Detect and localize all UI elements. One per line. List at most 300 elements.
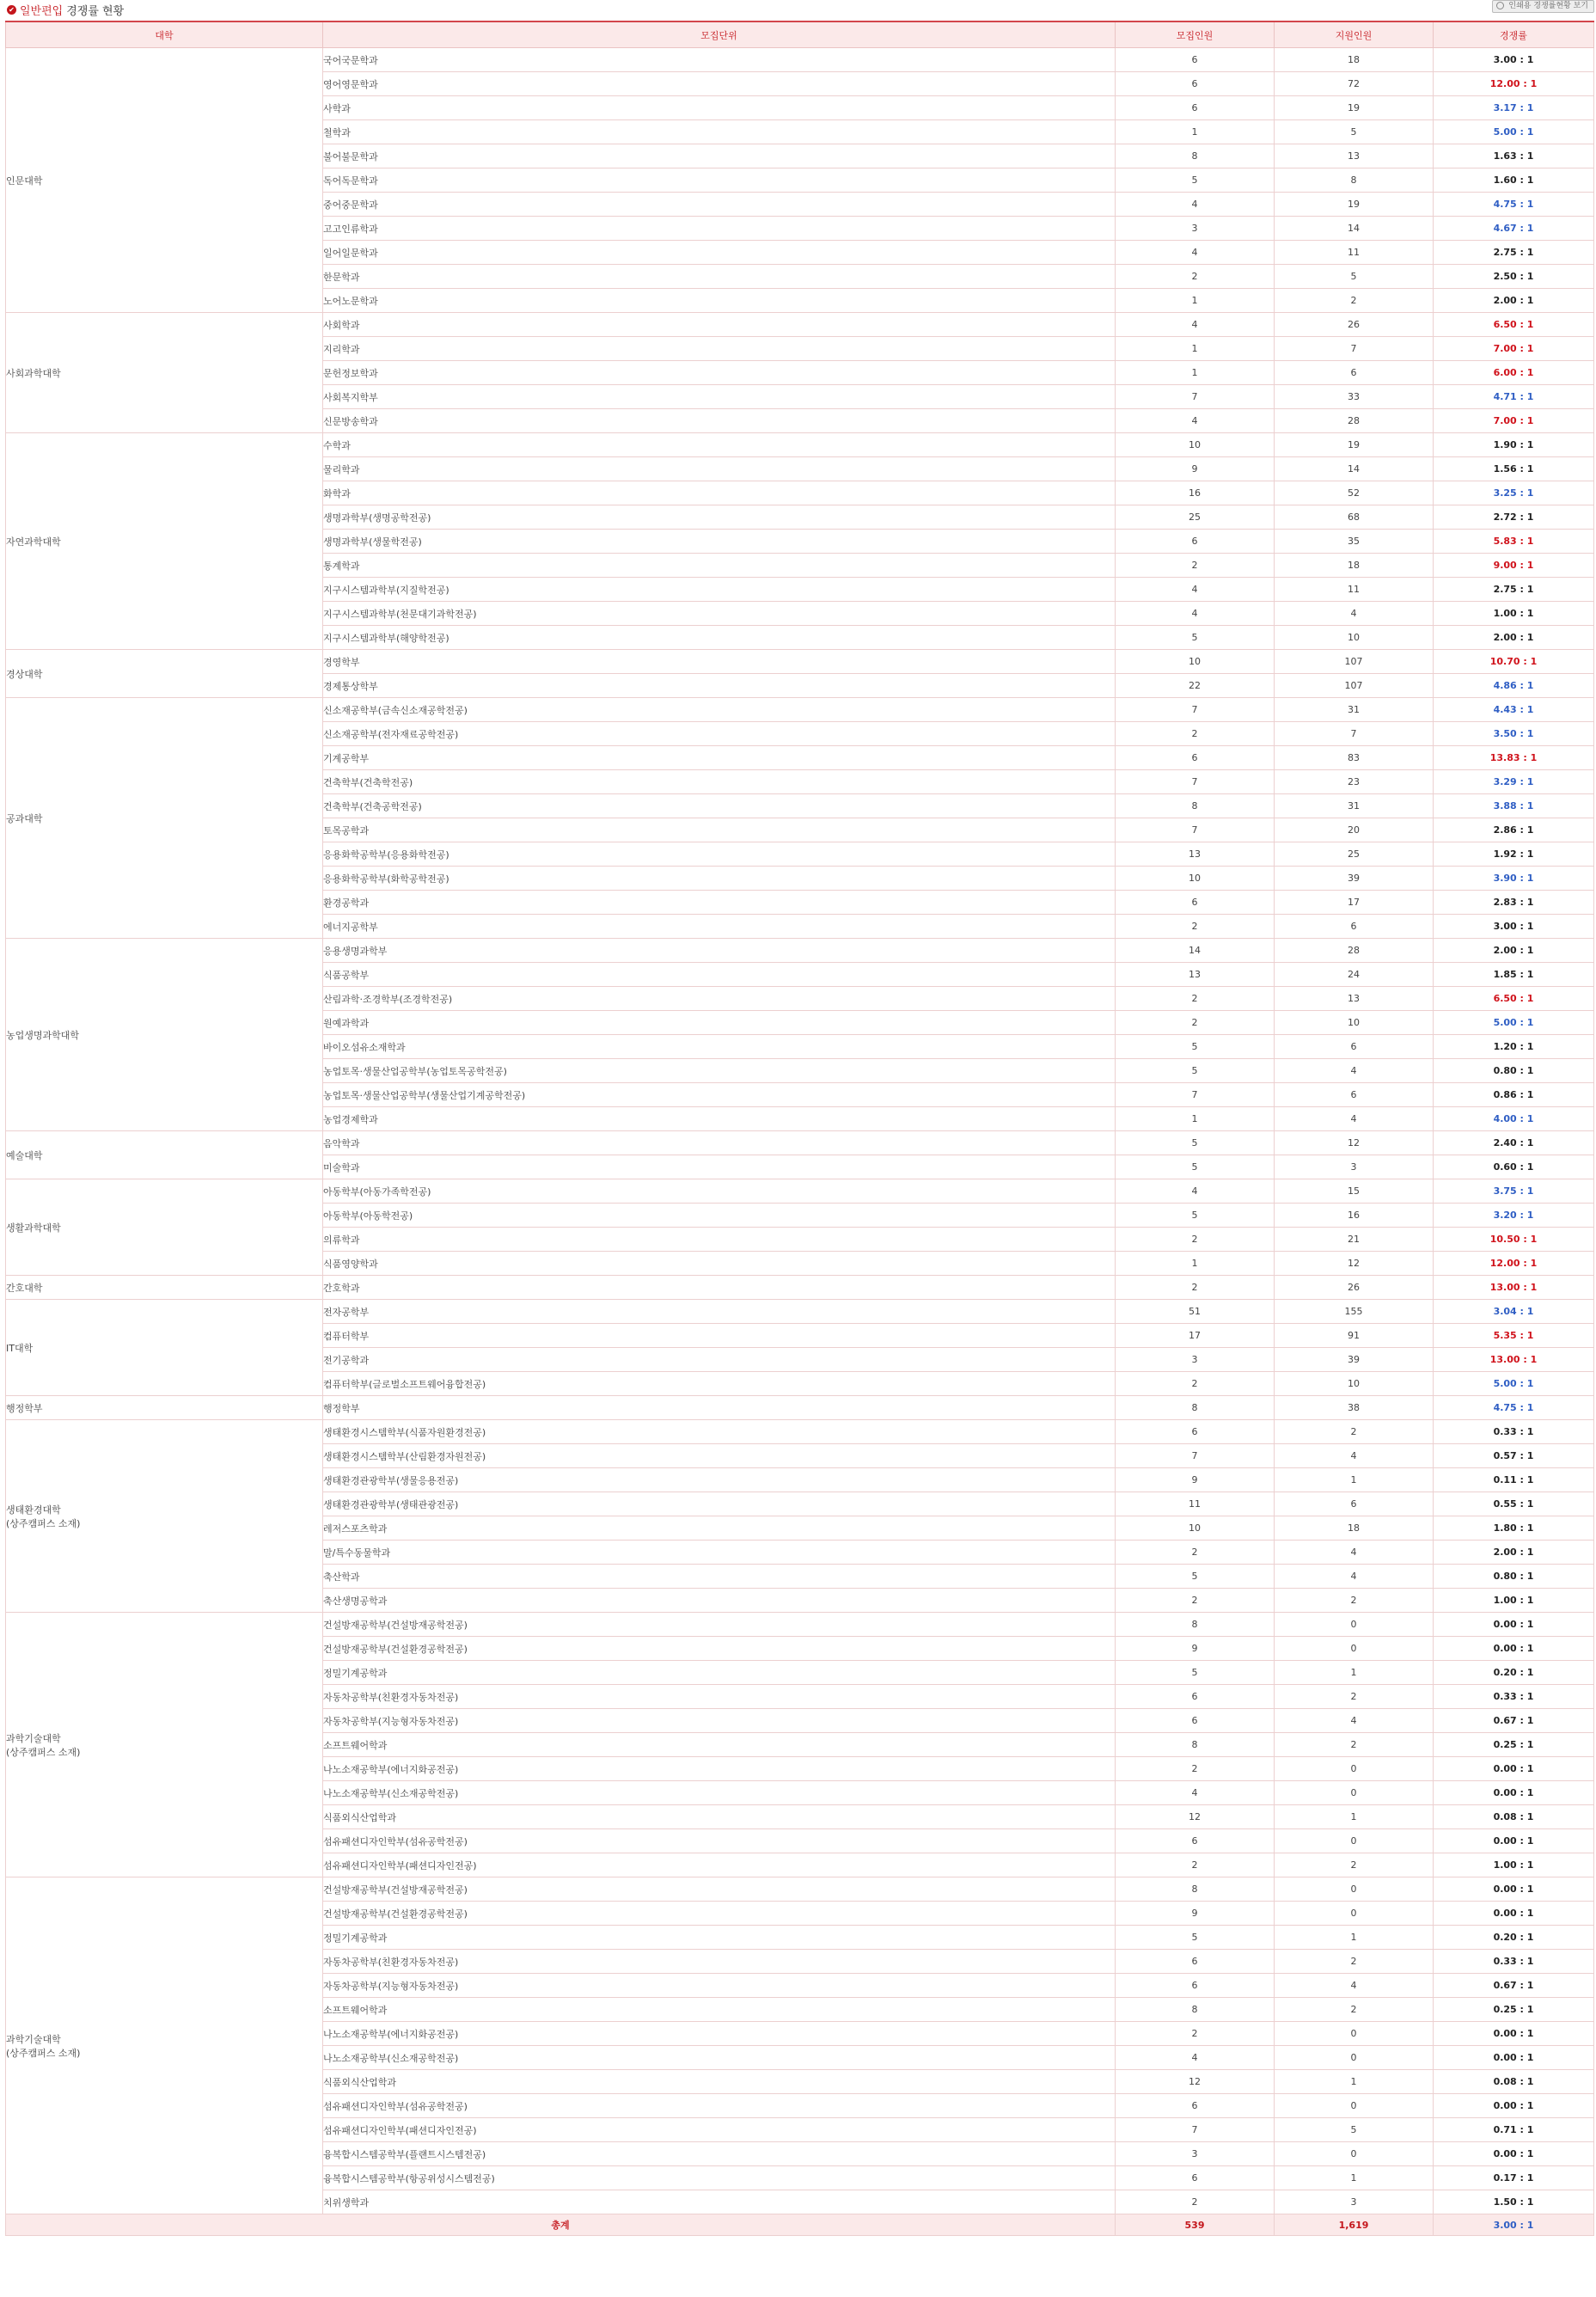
applicants-cell: 31 [1275, 794, 1434, 818]
quota-cell: 7 [1116, 1083, 1275, 1107]
rate-cell: 13.00 : 1 [1434, 1348, 1594, 1372]
table-header-row [6, 21, 1594, 48]
department-cell: 치위생학과 [323, 2190, 1116, 2214]
header-department: 모집단위 [323, 21, 1116, 48]
rate-cell: 4.71 : 1 [1434, 385, 1594, 409]
rate-cell: 12.00 : 1 [1434, 1252, 1594, 1276]
department-cell: 건설방재공학부(건설환경공학전공) [323, 1902, 1116, 1926]
applicants-cell: 19 [1275, 96, 1434, 120]
college-cell: 인문대학 [6, 48, 323, 313]
quota-cell: 6 [1116, 1709, 1275, 1733]
rate-cell: 0.00 : 1 [1434, 1637, 1594, 1661]
rate-cell: 2.83 : 1 [1434, 891, 1594, 915]
applicants-cell: 4 [1275, 1059, 1434, 1083]
rate-cell: 3.25 : 1 [1434, 481, 1594, 505]
rate-cell: 1.92 : 1 [1434, 842, 1594, 867]
rate-cell: 3.00 : 1 [1434, 48, 1594, 72]
title-bar [0, 0, 1596, 19]
applicants-cell: 8 [1275, 168, 1434, 193]
applicants-cell: 4 [1275, 1565, 1434, 1589]
quota-cell: 2 [1116, 1011, 1275, 1035]
applicants-cell: 2 [1275, 1950, 1434, 1974]
quota-cell: 2 [1116, 1541, 1275, 1565]
applicants-cell: 18 [1275, 48, 1434, 72]
table-row [6, 1300, 1594, 1324]
applicants-cell: 24 [1275, 963, 1434, 987]
rate-cell: 2.50 : 1 [1434, 265, 1594, 289]
applicants-cell: 4 [1275, 1974, 1434, 1998]
applicants-cell: 10 [1275, 1372, 1434, 1396]
applicants-cell: 2 [1275, 1733, 1434, 1757]
department-cell: 음악학과 [323, 1131, 1116, 1155]
applicants-cell: 0 [1275, 1877, 1434, 1902]
rate-cell: 0.20 : 1 [1434, 1926, 1594, 1950]
college-cell: 공과대학 [6, 698, 323, 939]
applicants-cell: 10 [1275, 1011, 1434, 1035]
quota-cell: 2 [1116, 2022, 1275, 2046]
department-cell: 축산생명공학과 [323, 1589, 1116, 1613]
table-row [6, 1877, 1594, 1902]
department-cell: 자동차공학부(지능형자동차전공) [323, 1974, 1116, 1998]
rate-cell: 6.50 : 1 [1434, 987, 1594, 1011]
rate-cell: 0.08 : 1 [1434, 1805, 1594, 1829]
quota-cell: 1 [1116, 361, 1275, 385]
applicants-cell: 52 [1275, 481, 1434, 505]
department-cell: 응용화학공학부(응용화학전공) [323, 842, 1116, 867]
rate-cell: 0.60 : 1 [1434, 1155, 1594, 1179]
quota-cell: 12 [1116, 1805, 1275, 1829]
applicants-cell: 0 [1275, 1902, 1434, 1926]
department-cell: 생태환경관광학부(생태관광전공) [323, 1492, 1116, 1516]
rate-cell: 2.00 : 1 [1434, 289, 1594, 313]
quota-cell: 16 [1116, 481, 1275, 505]
rate-cell: 3.88 : 1 [1434, 794, 1594, 818]
rate-cell: 2.40 : 1 [1434, 1131, 1594, 1155]
department-cell: 나노소재공학부(에너지화공전공) [323, 1757, 1116, 1781]
department-cell: 컴퓨터학부(글로벌소프트웨어융합전공) [323, 1372, 1116, 1396]
rate-cell: 7.00 : 1 [1434, 337, 1594, 361]
quota-cell: 4 [1116, 1781, 1275, 1805]
rate-cell: 0.08 : 1 [1434, 2070, 1594, 2094]
department-cell: 일어일문학과 [323, 241, 1116, 265]
print-view-label: 인쇄용 경쟁률현황 보기 [1508, 2, 1588, 10]
department-cell: 미술학과 [323, 1155, 1116, 1179]
applicants-cell: 6 [1275, 915, 1434, 939]
applicants-cell: 2 [1275, 1589, 1434, 1613]
department-cell: 말/특수동물학과 [323, 1541, 1116, 1565]
department-cell: 영어영문학과 [323, 72, 1116, 96]
rate-cell: 10.70 : 1 [1434, 650, 1594, 674]
department-cell: 노어노문학과 [323, 289, 1116, 313]
quota-cell: 10 [1116, 1516, 1275, 1541]
rate-cell: 0.00 : 1 [1434, 2094, 1594, 2118]
quota-cell: 2 [1116, 1276, 1275, 1300]
rate-cell: 3.90 : 1 [1434, 867, 1594, 891]
rate-cell: 0.86 : 1 [1434, 1083, 1594, 1107]
rate-cell: 2.00 : 1 [1434, 626, 1594, 650]
total-quota-cell: 539 [1116, 2214, 1275, 2236]
department-cell: 자동차공학부(친환경자동차전공) [323, 1950, 1116, 1974]
college-cell: 과학기술대학 (상주캠퍼스 소재) [6, 1613, 323, 1877]
department-cell: 생명과학부(생명공학전공) [323, 505, 1116, 530]
applicants-cell: 14 [1275, 457, 1434, 481]
table-row [6, 1131, 1594, 1155]
header-quota: 모집인원 [1116, 21, 1275, 48]
department-cell: 생명과학부(생물학전공) [323, 530, 1116, 554]
quota-cell: 6 [1116, 1685, 1275, 1709]
quota-cell: 4 [1116, 409, 1275, 433]
quota-cell: 6 [1116, 1950, 1275, 1974]
rate-cell: 1.00 : 1 [1434, 1589, 1594, 1613]
quota-cell: 10 [1116, 867, 1275, 891]
applicants-cell: 28 [1275, 409, 1434, 433]
quota-cell: 2 [1116, 1589, 1275, 1613]
department-cell: 불어불문학과 [323, 144, 1116, 168]
applicants-cell: 0 [1275, 1829, 1434, 1853]
rate-cell: 0.00 : 1 [1434, 1829, 1594, 1853]
quota-cell: 12 [1116, 2070, 1275, 2094]
applicants-cell: 28 [1275, 939, 1434, 963]
rate-cell: 3.00 : 1 [1434, 915, 1594, 939]
quota-cell: 10 [1116, 650, 1275, 674]
applicants-cell: 1 [1275, 1926, 1434, 1950]
rate-cell: 0.25 : 1 [1434, 1998, 1594, 2022]
applicants-cell: 4 [1275, 1541, 1434, 1565]
quota-cell: 25 [1116, 505, 1275, 530]
quota-cell: 6 [1116, 2166, 1275, 2190]
rate-cell: 5.83 : 1 [1434, 530, 1594, 554]
applicants-cell: 1 [1275, 1805, 1434, 1829]
department-cell: 철학과 [323, 120, 1116, 144]
department-cell: 행정학부 [323, 1396, 1116, 1420]
quota-cell: 5 [1116, 1661, 1275, 1685]
quota-cell: 7 [1116, 770, 1275, 794]
title-text: 경쟁률 현황 [66, 5, 125, 18]
quota-cell: 9 [1116, 1468, 1275, 1492]
rate-cell: 0.17 : 1 [1434, 2166, 1594, 2190]
department-cell: 아동학부(아동가족학전공) [323, 1179, 1116, 1204]
applicants-cell: 91 [1275, 1324, 1434, 1348]
rate-cell: 2.75 : 1 [1434, 241, 1594, 265]
department-cell: 사회학과 [323, 313, 1116, 337]
quota-cell: 9 [1116, 1902, 1275, 1926]
college-cell: 자연과학대학 [6, 433, 323, 650]
quota-cell: 8 [1116, 1877, 1275, 1902]
quota-cell: 5 [1116, 1035, 1275, 1059]
applicants-cell: 10 [1275, 626, 1434, 650]
total-row [6, 2214, 1594, 2236]
department-cell: 섬유패션디자인학부(섬유공학전공) [323, 1829, 1116, 1853]
applicants-cell: 20 [1275, 818, 1434, 842]
department-cell: 중어중문학과 [323, 193, 1116, 217]
department-cell: 문헌정보학과 [323, 361, 1116, 385]
quota-cell: 6 [1116, 1974, 1275, 1998]
rate-cell: 4.67 : 1 [1434, 217, 1594, 241]
rate-cell: 9.00 : 1 [1434, 554, 1594, 578]
quota-cell: 9 [1116, 457, 1275, 481]
applicants-cell: 21 [1275, 1228, 1434, 1252]
rate-cell: 2.00 : 1 [1434, 939, 1594, 963]
quota-cell: 8 [1116, 1998, 1275, 2022]
quota-cell: 3 [1116, 2142, 1275, 2166]
applicants-cell: 1 [1275, 2070, 1434, 2094]
applicants-cell: 0 [1275, 1637, 1434, 1661]
department-cell: 농업토목·생물산업공학부(농업토목공학전공) [323, 1059, 1116, 1083]
applicants-cell: 5 [1275, 120, 1434, 144]
rate-cell: 6.00 : 1 [1434, 361, 1594, 385]
table-row [6, 433, 1594, 457]
applicants-cell: 11 [1275, 241, 1434, 265]
department-cell: 건축학부(건축공학전공) [323, 794, 1116, 818]
competition-rate-table [5, 21, 1594, 2236]
rate-cell: 10.50 : 1 [1434, 1228, 1594, 1252]
rate-cell: 1.63 : 1 [1434, 144, 1594, 168]
quota-cell: 13 [1116, 963, 1275, 987]
applicants-cell: 6 [1275, 361, 1434, 385]
applicants-cell: 13 [1275, 144, 1434, 168]
rate-cell: 5.35 : 1 [1434, 1324, 1594, 1348]
quota-cell: 4 [1116, 313, 1275, 337]
rate-cell: 6.50 : 1 [1434, 313, 1594, 337]
rate-cell: 1.00 : 1 [1434, 1853, 1594, 1877]
quota-cell: 1 [1116, 289, 1275, 313]
rate-cell: 1.56 : 1 [1434, 457, 1594, 481]
rate-cell: 4.75 : 1 [1434, 193, 1594, 217]
applicants-cell: 2 [1275, 1420, 1434, 1444]
quota-cell: 8 [1116, 1613, 1275, 1637]
applicants-cell: 33 [1275, 385, 1434, 409]
quota-cell: 2 [1116, 554, 1275, 578]
print-view-button[interactable] [1492, 0, 1594, 13]
applicants-cell: 83 [1275, 746, 1434, 770]
rate-cell: 0.71 : 1 [1434, 2118, 1594, 2142]
rate-cell: 0.00 : 1 [1434, 1757, 1594, 1781]
department-cell: 고고인류학과 [323, 217, 1116, 241]
department-cell: 의류학과 [323, 1228, 1116, 1252]
quota-cell: 51 [1116, 1300, 1275, 1324]
department-cell: 수학과 [323, 433, 1116, 457]
rate-cell: 0.55 : 1 [1434, 1492, 1594, 1516]
department-cell: 융복합시스템공학부(플랜트시스템전공) [323, 2142, 1116, 2166]
rate-cell: 0.00 : 1 [1434, 1877, 1594, 1902]
quota-cell: 7 [1116, 2118, 1275, 2142]
quota-cell: 6 [1116, 746, 1275, 770]
applicants-cell: 12 [1275, 1252, 1434, 1276]
department-cell: 간호학과 [323, 1276, 1116, 1300]
quota-cell: 22 [1116, 674, 1275, 698]
applicants-cell: 39 [1275, 1348, 1434, 1372]
quota-cell: 6 [1116, 96, 1275, 120]
applicants-cell: 15 [1275, 1179, 1434, 1204]
quota-cell: 2 [1116, 987, 1275, 1011]
quota-cell: 4 [1116, 578, 1275, 602]
department-cell: 소프트웨어학과 [323, 1733, 1116, 1757]
department-cell: 산림과학·조경학부(조경학전공) [323, 987, 1116, 1011]
rate-cell: 2.00 : 1 [1434, 1541, 1594, 1565]
quota-cell: 7 [1116, 698, 1275, 722]
quota-cell: 5 [1116, 1131, 1275, 1155]
department-cell: 소프트웨어학과 [323, 1998, 1116, 2022]
department-cell: 한문학과 [323, 265, 1116, 289]
rate-cell: 1.90 : 1 [1434, 433, 1594, 457]
rate-cell: 1.60 : 1 [1434, 168, 1594, 193]
rate-cell: 3.17 : 1 [1434, 96, 1594, 120]
rate-cell: 4.00 : 1 [1434, 1107, 1594, 1131]
quota-cell: 6 [1116, 1420, 1275, 1444]
department-cell: 신문방송학과 [323, 409, 1116, 433]
quota-cell: 3 [1116, 1348, 1275, 1372]
quota-cell: 2 [1116, 265, 1275, 289]
quota-cell: 8 [1116, 144, 1275, 168]
quota-cell: 3 [1116, 217, 1275, 241]
department-cell: 정밀기계공학과 [323, 1926, 1116, 1950]
quota-cell: 17 [1116, 1324, 1275, 1348]
department-cell: 전자공학부 [323, 1300, 1116, 1324]
department-cell: 식품영양학과 [323, 1252, 1116, 1276]
applicants-cell: 16 [1275, 1204, 1434, 1228]
applicants-cell: 6 [1275, 1492, 1434, 1516]
rate-cell: 3.29 : 1 [1434, 770, 1594, 794]
applicants-cell: 38 [1275, 1396, 1434, 1420]
table-row [6, 1179, 1594, 1204]
table-row [6, 1420, 1594, 1444]
department-cell: 지리학과 [323, 337, 1116, 361]
rate-cell: 1.20 : 1 [1434, 1035, 1594, 1059]
applicants-cell: 25 [1275, 842, 1434, 867]
applicants-cell: 72 [1275, 72, 1434, 96]
quota-cell: 6 [1116, 72, 1275, 96]
quota-cell: 5 [1116, 1565, 1275, 1589]
college-cell: 경상대학 [6, 650, 323, 698]
quota-cell: 7 [1116, 1444, 1275, 1468]
department-cell: 아동학부(아동학전공) [323, 1204, 1116, 1228]
quota-cell: 8 [1116, 1396, 1275, 1420]
department-cell: 나노소재공학부(에너지화공전공) [323, 2022, 1116, 2046]
quota-cell: 10 [1116, 433, 1275, 457]
department-cell: 전기공학과 [323, 1348, 1116, 1372]
applicants-cell: 2 [1275, 1998, 1434, 2022]
rate-cell: 0.00 : 1 [1434, 1781, 1594, 1805]
quota-cell: 14 [1116, 939, 1275, 963]
applicants-cell: 19 [1275, 433, 1434, 457]
applicants-cell: 0 [1275, 1757, 1434, 1781]
quota-cell: 1 [1116, 120, 1275, 144]
rate-cell: 0.80 : 1 [1434, 1059, 1594, 1083]
department-cell: 건축학부(건축학전공) [323, 770, 1116, 794]
rate-cell: 13.00 : 1 [1434, 1276, 1594, 1300]
quota-cell: 4 [1116, 241, 1275, 265]
table-row [6, 1276, 1594, 1300]
college-cell: 생태환경대학 (상주캠퍼스 소재) [6, 1420, 323, 1613]
department-cell: 생태환경시스템학부(식품자원환경전공) [323, 1420, 1116, 1444]
applicants-cell: 4 [1275, 602, 1434, 626]
quota-cell: 4 [1116, 193, 1275, 217]
department-cell: 정밀기계공학과 [323, 1661, 1116, 1685]
department-cell: 컴퓨터학부 [323, 1324, 1116, 1348]
department-cell: 건설방재공학부(건설방재공학전공) [323, 1613, 1116, 1637]
applicants-cell: 4 [1275, 1107, 1434, 1131]
applicants-cell: 18 [1275, 554, 1434, 578]
quota-cell: 7 [1116, 818, 1275, 842]
table-row [6, 650, 1594, 674]
applicants-cell: 107 [1275, 650, 1434, 674]
rate-cell: 2.86 : 1 [1434, 818, 1594, 842]
department-cell: 독어독문학과 [323, 168, 1116, 193]
total-applicants-cell: 1,619 [1275, 2214, 1434, 2236]
rate-cell: 0.80 : 1 [1434, 1565, 1594, 1589]
applicants-cell: 11 [1275, 578, 1434, 602]
quota-cell: 1 [1116, 1252, 1275, 1276]
applicants-cell: 3 [1275, 1155, 1434, 1179]
college-cell: 농업생명과학대학 [6, 939, 323, 1131]
quota-cell: 2 [1116, 1228, 1275, 1252]
department-cell: 섬유패션디자인학부(섬유공학전공) [323, 2094, 1116, 2118]
department-cell: 경영학부 [323, 650, 1116, 674]
college-cell: 사회과학대학 [6, 313, 323, 433]
applicants-cell: 12 [1275, 1131, 1434, 1155]
quota-cell: 5 [1116, 1204, 1275, 1228]
rate-cell: 5.00 : 1 [1434, 1011, 1594, 1035]
quota-cell: 2 [1116, 2190, 1275, 2214]
applicants-cell: 107 [1275, 674, 1434, 698]
department-cell: 사회복지학부 [323, 385, 1116, 409]
applicants-cell: 0 [1275, 2046, 1434, 2070]
department-cell: 나노소재공학부(신소재공학전공) [323, 1781, 1116, 1805]
applicants-cell: 4 [1275, 1444, 1434, 1468]
department-cell: 환경공학과 [323, 891, 1116, 915]
applicants-cell: 35 [1275, 530, 1434, 554]
applicants-cell: 0 [1275, 2022, 1434, 2046]
applicants-cell: 0 [1275, 1613, 1434, 1637]
department-cell: 생태환경관광학부(생물응용전공) [323, 1468, 1116, 1492]
department-cell: 융복합시스템공학부(항공위성시스템전공) [323, 2166, 1116, 2190]
rate-cell: 3.75 : 1 [1434, 1179, 1594, 1204]
department-cell: 섬유패션디자인학부(패션디자인전공) [323, 2118, 1116, 2142]
department-cell: 지구시스템과학부(해양학전공) [323, 626, 1116, 650]
rate-cell: 1.80 : 1 [1434, 1516, 1594, 1541]
rate-cell: 0.20 : 1 [1434, 1661, 1594, 1685]
college-cell: 간호대학 [6, 1276, 323, 1300]
rate-cell: 0.00 : 1 [1434, 1613, 1594, 1637]
quota-cell: 2 [1116, 722, 1275, 746]
department-cell: 화학과 [323, 481, 1116, 505]
department-cell: 자동차공학부(친환경자동차전공) [323, 1685, 1116, 1709]
college-cell: 과학기술대학 (상주캠퍼스 소재) [6, 1877, 323, 2214]
department-cell: 자동차공학부(지능형자동차전공) [323, 1709, 1116, 1733]
applicants-cell: 13 [1275, 987, 1434, 1011]
applicants-cell: 26 [1275, 313, 1434, 337]
applicants-cell: 0 [1275, 1781, 1434, 1805]
quota-cell: 5 [1116, 1059, 1275, 1083]
rate-cell: 0.11 : 1 [1434, 1468, 1594, 1492]
applicants-cell: 0 [1275, 2142, 1434, 2166]
rate-cell: 4.86 : 1 [1434, 674, 1594, 698]
quota-cell: 2 [1116, 1853, 1275, 1877]
quota-cell: 1 [1116, 337, 1275, 361]
total-rate-cell: 3.00 : 1 [1434, 2214, 1594, 2236]
applicants-cell: 5 [1275, 265, 1434, 289]
applicants-cell: 1 [1275, 1661, 1434, 1685]
applicants-cell: 31 [1275, 698, 1434, 722]
magnifier-icon [1496, 2, 1504, 9]
quota-cell: 4 [1116, 1179, 1275, 1204]
department-cell: 신소재공학부(전자재료공학전공) [323, 722, 1116, 746]
rate-cell: 3.20 : 1 [1434, 1204, 1594, 1228]
rate-cell: 7.00 : 1 [1434, 409, 1594, 433]
applicants-cell: 23 [1275, 770, 1434, 794]
college-cell: 생활과학대학 [6, 1179, 323, 1276]
department-cell: 생태환경시스템학부(산림환경자원전공) [323, 1444, 1116, 1468]
